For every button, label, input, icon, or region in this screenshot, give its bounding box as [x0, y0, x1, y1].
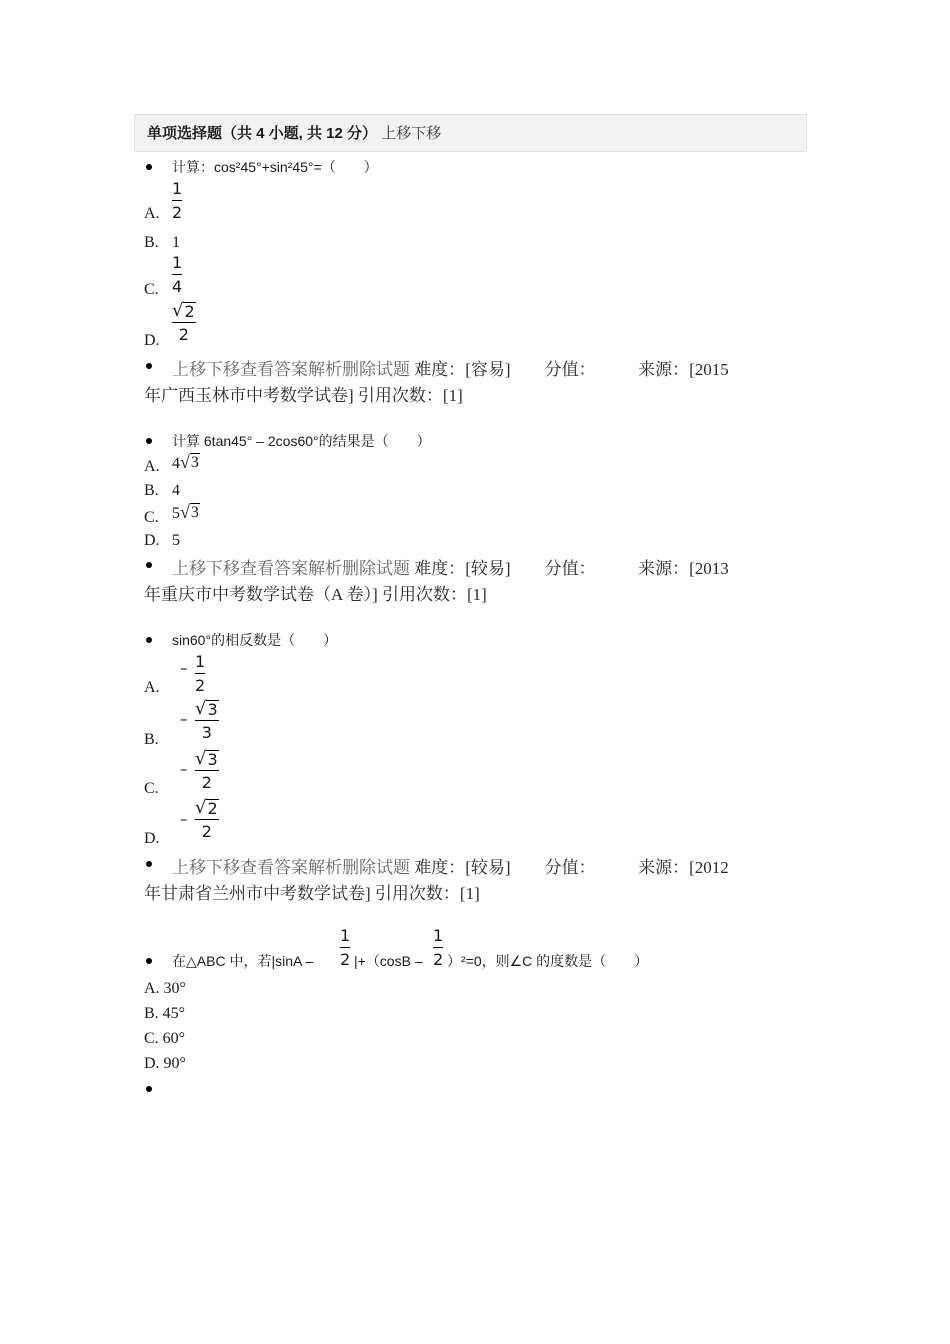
q3-option-b-label[interactable]: B. — [144, 731, 159, 748]
question-4-text-middle: |+（cosB – — [354, 953, 423, 969]
radicand: 2 — [207, 799, 218, 818]
q1-meta-info: 难度：[容易] 分值： 来源：[2015 — [414, 360, 729, 379]
sqrt-expression — [180, 453, 200, 471]
q1-option-a-fraction — [172, 180, 182, 222]
section-move-link[interactable]: 上移下移 — [381, 125, 442, 142]
q3-option-c-label[interactable]: C. — [144, 780, 159, 797]
q2-option-b-label[interactable]: B. — [144, 482, 159, 499]
q1-option-d-fraction — [172, 302, 196, 344]
radical-sign: √ — [195, 797, 207, 818]
fraction-bar — [195, 720, 219, 721]
q2-option-c-value — [172, 503, 200, 523]
bullet — [146, 363, 152, 369]
bullet — [146, 861, 152, 867]
bullet — [146, 1086, 152, 1092]
q4-fraction-2 — [433, 927, 443, 969]
sqrt-expression — [195, 750, 219, 768]
radical-sign: √ — [180, 502, 190, 522]
coefficient: 4 — [172, 455, 180, 472]
section-header — [134, 114, 807, 152]
fraction-bar — [172, 200, 182, 201]
section-title: 单项选择题（共 4 小题, 共 12 分） — [147, 125, 378, 142]
q4-option-a[interactable]: A. 30° — [144, 980, 186, 997]
q3-option-a-label[interactable]: A. — [144, 679, 160, 696]
q3-action-links[interactable]: 上移下移查看答案解析删除试题 — [172, 858, 410, 877]
minus-sign: – — [180, 659, 188, 677]
q3-option-b-fraction — [195, 700, 219, 742]
q3-option-d-label[interactable]: D. — [144, 830, 160, 847]
q2-option-d-value: 5 — [172, 532, 180, 549]
numerator: 1 — [340, 926, 351, 945]
minus-sign: – — [180, 760, 188, 778]
fraction-bar — [195, 819, 219, 820]
q3-option-c-fraction — [195, 750, 219, 792]
question-2-text: 计算 6tan45° – 2cos60°的结果是（ ） — [172, 433, 431, 449]
radical-sign: √ — [180, 452, 190, 472]
fraction-bar — [172, 274, 182, 275]
q1-option-d-label[interactable]: D. — [144, 332, 160, 349]
coefficient: 5 — [172, 505, 180, 522]
question-4-text-end: ）²=0，则∠C 的度数是（ ） — [447, 953, 649, 969]
q1-action-links[interactable]: 上移下移查看答案解析删除试题 — [172, 360, 410, 379]
denominator: 2 — [195, 676, 206, 695]
numerator: 1 — [433, 926, 444, 945]
q3-option-d-fraction — [195, 799, 219, 841]
fraction-bar — [195, 770, 219, 771]
q1-meta-line2: 年广西玉林市中考数学试卷] 引用次数：[1] — [144, 386, 463, 405]
q1-option-a-label[interactable]: A. — [144, 205, 160, 222]
radical-sign: √ — [195, 698, 207, 719]
numerator: 1 — [195, 652, 206, 671]
question-3-text: sin60°的相反数是（ ） — [172, 632, 338, 648]
denominator: 2 — [201, 773, 212, 792]
q2-meta-line2: 年重庆市中考数学试卷（A 卷）] 引用次数：[1] — [144, 585, 487, 604]
q3-meta-line1 — [172, 853, 729, 878]
question-4-text-start: 在△ABC 中，若|sinA – — [172, 953, 314, 969]
q2-option-b-value: 4 — [172, 482, 180, 499]
numerator: 1 — [172, 179, 183, 198]
sqrt-expression — [195, 799, 219, 817]
q1-option-c-label[interactable]: C. — [144, 281, 159, 298]
q4-option-d[interactable]: D. 90° — [144, 1055, 186, 1072]
denominator: 2 — [201, 822, 212, 841]
denominator: 2 — [178, 325, 189, 344]
q2-meta-info: 难度：[较易] 分值： 来源：[2013 — [414, 559, 729, 578]
minus-sign: – — [180, 810, 188, 828]
q1-meta-line1 — [172, 355, 729, 380]
q1-option-b-label[interactable]: B. — [144, 234, 159, 251]
radical-sign: √ — [172, 300, 184, 321]
bullet — [146, 637, 152, 643]
denominator: 2 — [172, 203, 183, 222]
bullet — [146, 958, 152, 964]
denominator: 3 — [201, 723, 212, 742]
q3-meta-line2: 年甘肃省兰州市中考数学试卷] 引用次数：[1] — [144, 884, 480, 903]
q1-option-b-value: 1 — [172, 234, 180, 251]
sqrt-expression — [195, 700, 219, 718]
radicand: 2 — [184, 302, 195, 321]
q4-option-c[interactable]: C. 60° — [144, 1030, 186, 1047]
question-1-text: 计算：cos²45°+sin²45°=（ ） — [172, 159, 378, 175]
q4-fraction-1 — [340, 927, 350, 969]
numerator: 1 — [172, 253, 183, 272]
bullet — [146, 164, 152, 170]
bullet — [146, 562, 152, 568]
fraction-bar — [195, 673, 205, 674]
radicand: 3 — [207, 750, 218, 769]
radical-sign: √ — [195, 748, 207, 769]
q3-meta-info: 难度：[较易] 分值： 来源：[2012 — [414, 858, 729, 877]
radicand: 3 — [190, 504, 199, 521]
q2-option-a-label[interactable]: A. — [144, 458, 160, 475]
minus-sign: – — [180, 710, 188, 728]
radicand: 3 — [190, 454, 199, 471]
denominator: 2 — [340, 950, 351, 969]
sqrt-expression — [172, 302, 196, 320]
q4-option-b[interactable]: B. 45° — [144, 1005, 186, 1022]
radicand: 3 — [207, 700, 218, 719]
q1-option-c-fraction — [172, 254, 182, 296]
q3-option-a-fraction — [195, 653, 205, 695]
denominator: 4 — [172, 277, 183, 296]
q2-option-c-label[interactable]: C. — [144, 509, 159, 526]
denominator: 2 — [433, 950, 444, 969]
q2-meta-line1 — [172, 554, 729, 579]
q2-action-links[interactable]: 上移下移查看答案解析删除试题 — [172, 559, 410, 578]
sqrt-expression — [180, 503, 200, 521]
fraction-bar — [340, 947, 350, 948]
fraction-bar — [172, 322, 196, 323]
q2-option-a-value — [172, 453, 200, 473]
bullet — [146, 438, 152, 444]
q2-option-d-label[interactable]: D. — [144, 532, 160, 549]
fraction-bar — [433, 947, 443, 948]
